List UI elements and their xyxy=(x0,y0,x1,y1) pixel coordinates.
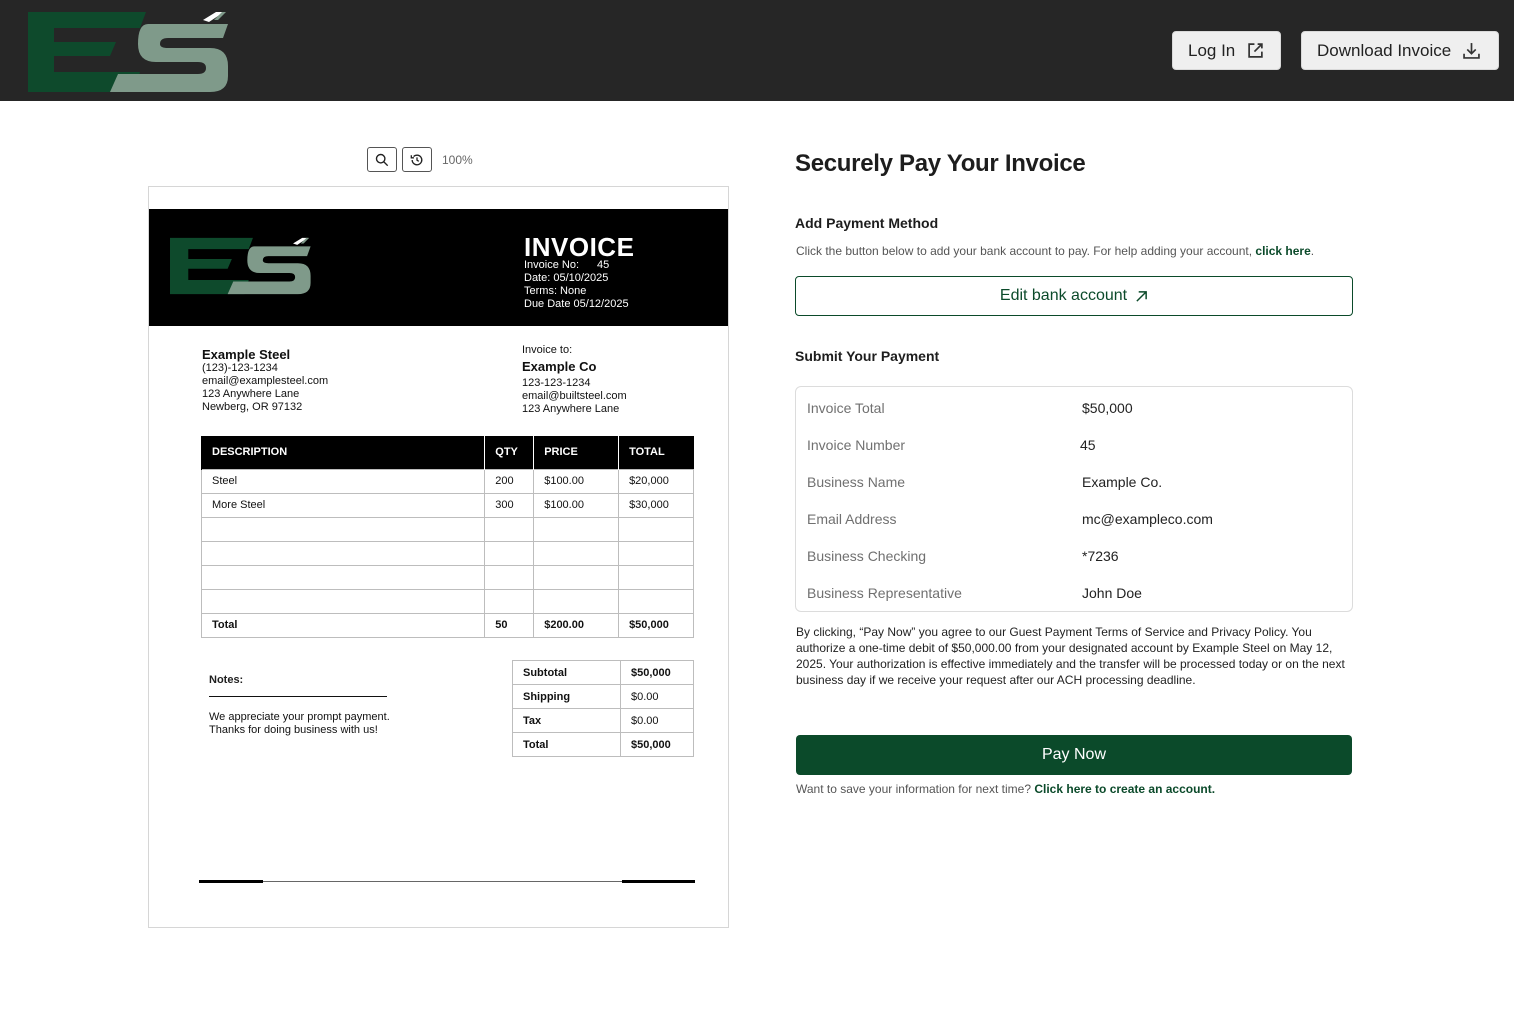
invoice-logo xyxy=(170,237,312,295)
totals-value: $50,000 xyxy=(621,661,694,685)
table-cell xyxy=(534,565,619,589)
footer-rule-accent-left xyxy=(199,880,263,883)
table-cell xyxy=(534,589,619,613)
totals-value: $0.00 xyxy=(621,685,694,709)
table-cell: 50 xyxy=(485,613,534,637)
table-cell xyxy=(485,589,534,613)
page-title: Securely Pay Your Invoice xyxy=(795,150,1086,177)
payment-summary-card xyxy=(795,386,1353,612)
login-label: Log In xyxy=(1188,40,1236,60)
table-cell xyxy=(619,541,694,565)
company-logo xyxy=(28,12,230,92)
help-text xyxy=(796,244,1314,258)
buyer-email: email@builtsteel.com xyxy=(522,390,627,402)
table-cell: 200 xyxy=(485,469,534,493)
summary-value: John Doe xyxy=(1082,585,1142,601)
totals-value: $50,000 xyxy=(621,733,694,757)
seller-address-1: 123 Anywhere Lane xyxy=(202,388,300,400)
totals-label: Subtotal xyxy=(513,661,621,685)
summary-value: Example Co. xyxy=(1082,474,1163,490)
table-cell xyxy=(619,565,694,589)
totals-table xyxy=(512,660,694,757)
summary-row xyxy=(807,400,1347,416)
payment-authorization-text: By clicking, “Pay Now” you agree to our Guest Payment Terms of Service and Privacy Policy. You authorize a one-time debit of $50,000.00 from your designated account by Example Steel on May 12, 2025. Your authorization is effective immediately and the transfer will be processed today or on the next business day if we receive your request after our ACH processing deadline. xyxy=(796,625,1345,687)
notes-label: Notes: xyxy=(209,674,244,686)
invoice-due-date: Due Date 05/12/2025 xyxy=(524,298,629,310)
submit-payment-heading: Submit Your Payment xyxy=(795,348,940,364)
table-cell: $200.00 xyxy=(534,613,619,637)
summary-value: 45 xyxy=(1080,437,1096,453)
seller-info xyxy=(202,347,328,414)
summary-label: Business Name xyxy=(807,474,906,490)
summary-label: Email Address xyxy=(807,511,897,527)
table-cell: $50,000 xyxy=(619,613,694,637)
summary-label: Business Representative xyxy=(807,585,962,601)
external-link-icon xyxy=(1247,42,1264,59)
download-icon xyxy=(1463,42,1480,59)
summary-row xyxy=(807,548,1347,564)
login-button[interactable] xyxy=(1172,31,1281,70)
table-cell: $30,000 xyxy=(619,493,694,517)
viewer-toolbar xyxy=(367,147,473,172)
top-bar xyxy=(0,0,1514,101)
seller-address-2: Newberg, OR 97132 xyxy=(202,401,303,413)
column-header: QTY xyxy=(485,436,534,469)
help-link[interactable]: click here xyxy=(1255,244,1311,258)
buyer-phone: 123-123-1234 xyxy=(522,377,591,389)
totals-row xyxy=(513,685,694,709)
save-info-text: Want to save your information for next time? xyxy=(796,782,1031,796)
summary-label: Business Checking xyxy=(807,548,927,564)
table-cell xyxy=(619,589,694,613)
table-cell xyxy=(202,541,485,565)
seller-phone: (123)-123-1234 xyxy=(202,362,278,374)
summary-value: *7236 xyxy=(1082,548,1119,564)
reset-zoom-button[interactable] xyxy=(402,147,432,172)
table-cell: $20,000 xyxy=(619,469,694,493)
table-cell xyxy=(534,541,619,565)
summary-value: $50,000 xyxy=(1082,400,1133,416)
add-payment-method-heading: Add Payment Method xyxy=(795,215,939,231)
summary-label: Invoice Total xyxy=(807,400,885,416)
summary-label: Invoice Number xyxy=(807,437,906,453)
table-cell: $100.00 xyxy=(534,469,619,493)
edit-bank-account-button[interactable] xyxy=(795,276,1353,316)
table-cell xyxy=(485,565,534,589)
totals-label: Total xyxy=(513,733,621,757)
download-invoice-button[interactable] xyxy=(1301,31,1499,70)
footer-rule xyxy=(199,881,695,882)
zoom-button[interactable] xyxy=(367,147,397,172)
summary-value: mc@exampleco.com xyxy=(1082,511,1213,527)
invoice-document xyxy=(148,186,729,928)
summary-row xyxy=(807,585,1347,601)
totals-row xyxy=(513,709,694,733)
save-info-prompt xyxy=(796,782,1215,796)
notes-divider xyxy=(209,696,387,697)
table-row xyxy=(202,565,694,589)
line-items-table xyxy=(201,436,694,638)
table-row xyxy=(202,589,694,613)
invoice-meta xyxy=(524,259,629,311)
table-cell xyxy=(619,517,694,541)
download-label: Download Invoice xyxy=(1317,40,1452,60)
table-cell xyxy=(485,517,534,541)
arrow-up-right-icon xyxy=(1135,290,1148,303)
table-cell: Total xyxy=(202,613,485,637)
column-header: PRICE xyxy=(534,436,619,469)
invoice-title: INVOICE xyxy=(524,232,635,262)
pay-now-label: Pay Now xyxy=(1041,746,1107,763)
totals-value: $0.00 xyxy=(621,709,694,733)
totals-row xyxy=(513,733,694,757)
summary-row xyxy=(807,437,1347,453)
table-cell xyxy=(485,541,534,565)
totals-label: Tax xyxy=(513,709,621,733)
table-cell: More Steel xyxy=(202,493,485,517)
notes-line-2: Thanks for doing business with us! xyxy=(209,724,378,736)
invoice-to-label: Invoice to: xyxy=(522,344,573,356)
table-cell xyxy=(202,565,485,589)
buyer-name: Example Co xyxy=(522,359,597,374)
table-row xyxy=(202,469,694,493)
invoice-number: 45 xyxy=(597,259,610,271)
invoice-terms: Terms: None xyxy=(524,285,587,297)
invoice-number-label: Invoice No: xyxy=(524,259,580,271)
column-header: DESCRIPTION xyxy=(202,436,485,469)
seller-name: Example Steel xyxy=(202,347,291,362)
table-row xyxy=(202,517,694,541)
edit-bank-label: Edit bank account xyxy=(999,287,1128,304)
table-cell: Steel xyxy=(202,469,485,493)
table-row xyxy=(202,541,694,565)
column-header: TOTAL xyxy=(619,436,694,469)
table-cell xyxy=(202,589,485,613)
create-account-link[interactable]: Click here to create an account. xyxy=(1034,782,1216,796)
invoice-date: Date: 05/10/2025 xyxy=(524,272,609,284)
summary-row xyxy=(807,474,1347,490)
buyer-info xyxy=(522,344,627,416)
help-text-body: Click the button below to add your bank account to pay. For help adding your account, xyxy=(796,244,1253,258)
notes-line-1: We appreciate your prompt payment. xyxy=(209,711,390,723)
seller-email: email@examplesteel.com xyxy=(202,375,329,387)
pay-now-button[interactable] xyxy=(796,735,1352,775)
table-cell: $100.00 xyxy=(534,493,619,517)
table-cell xyxy=(534,517,619,541)
totals-label: Shipping xyxy=(513,685,621,709)
footer-rule-accent-right xyxy=(622,880,695,883)
search-icon xyxy=(375,153,389,167)
table-row xyxy=(202,493,694,517)
help-text-suffix: . xyxy=(1310,244,1315,258)
invoice-header-band xyxy=(149,209,728,326)
buyer-address-1: 123 Anywhere Lane xyxy=(522,403,620,415)
notes-text xyxy=(209,711,390,737)
table-cell xyxy=(202,517,485,541)
table-header-row xyxy=(202,436,694,469)
history-icon xyxy=(410,153,424,167)
table-total-row xyxy=(202,613,694,637)
totals-row xyxy=(513,661,694,685)
summary-row xyxy=(807,511,1347,527)
zoom-level: 100% xyxy=(442,152,473,167)
table-cell: 300 xyxy=(485,493,534,517)
